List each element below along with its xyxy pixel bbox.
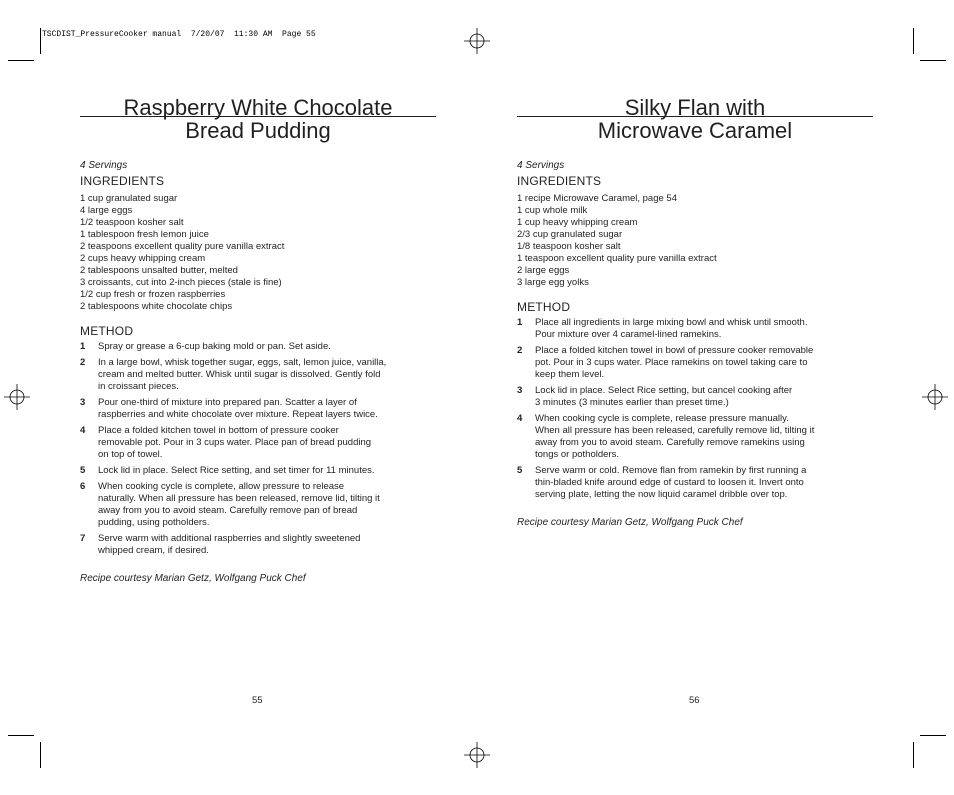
ingredient-item: 1 cup whole milk bbox=[517, 205, 588, 216]
step-text bbox=[98, 397, 436, 421]
step-line: serving plate, letting the now liquid caramel dribble over top. bbox=[535, 489, 788, 500]
crop-mark bbox=[40, 28, 41, 54]
step-number: 6 bbox=[80, 481, 86, 492]
ingredients-heading: INGREDIENTS bbox=[517, 174, 602, 188]
ingredient-item: 1 tablespoon fresh lemon juice bbox=[80, 229, 209, 240]
crop-mark bbox=[8, 60, 34, 61]
step-text bbox=[98, 341, 436, 353]
page-number: 55 bbox=[252, 695, 263, 706]
step-number: 1 bbox=[80, 341, 86, 352]
method-step bbox=[517, 345, 873, 381]
ingredient-item: 3 large egg yolks bbox=[517, 277, 589, 288]
step-number: 3 bbox=[80, 397, 86, 408]
ingredient-item: 2 cups heavy whipping cream bbox=[80, 253, 206, 264]
step-line: keep them level. bbox=[535, 369, 605, 380]
method-step bbox=[517, 413, 873, 461]
ingredients-list bbox=[517, 193, 873, 289]
crop-mark bbox=[913, 28, 914, 54]
step-text bbox=[535, 345, 873, 381]
step-text bbox=[98, 533, 436, 557]
registration-mark-icon bbox=[464, 742, 490, 768]
ingredient-item: 1 cup heavy whipping cream bbox=[517, 217, 638, 228]
ingredient-item: 1/2 cup fresh or frozen raspberries bbox=[80, 289, 226, 300]
ingredients-list bbox=[80, 193, 436, 313]
step-line: pudding, using potholders. bbox=[98, 517, 210, 528]
step-text bbox=[98, 465, 436, 477]
step-number: 1 bbox=[517, 317, 523, 328]
ingredient-item: 3 croissants, cut into 2-inch pieces (stale is fine) bbox=[80, 277, 282, 288]
method-step bbox=[80, 481, 436, 529]
ingredient-item: 1 teaspoon excellent quality pure vanilla extract bbox=[517, 253, 717, 264]
step-line: away from you to avoid steam. Carefully remove pan of bread bbox=[98, 505, 358, 516]
ingredient-item: 1 recipe Microwave Caramel, page 54 bbox=[517, 193, 677, 204]
step-line: Place all ingredients in large mixing bowl and whisk until smooth. bbox=[535, 317, 808, 328]
registration-mark-icon bbox=[4, 384, 30, 410]
step-text bbox=[98, 357, 436, 393]
method-step bbox=[80, 533, 436, 557]
step-text bbox=[535, 465, 873, 501]
step-line: Place a folded kitchen towel in bottom of pressure cooker bbox=[98, 425, 339, 436]
method-step bbox=[80, 397, 436, 421]
step-number: 3 bbox=[517, 385, 523, 396]
step-text bbox=[535, 413, 873, 461]
step-number: 4 bbox=[80, 425, 86, 436]
step-line: on top of towel. bbox=[98, 449, 163, 460]
method-step bbox=[80, 465, 436, 477]
method-step bbox=[80, 341, 436, 353]
ingredient-item: 4 large eggs bbox=[80, 205, 133, 216]
ingredient-item: 2/3 cup granulated sugar bbox=[517, 229, 623, 240]
recipe-credit: Recipe courtesy Marian Getz, Wolfgang Puck Chef bbox=[517, 517, 743, 528]
method-heading: METHOD bbox=[517, 300, 571, 314]
servings: 4 Servings bbox=[80, 160, 128, 171]
step-text bbox=[535, 317, 873, 341]
step-number: 2 bbox=[517, 345, 523, 356]
step-line: In a large bowl, whisk together sugar, eggs, salt, lemon juice, vanilla, bbox=[98, 357, 387, 368]
step-line: When cooking cycle is complete, allow pressure to release bbox=[98, 481, 345, 492]
crop-mark bbox=[8, 735, 34, 736]
step-text bbox=[98, 481, 436, 529]
method-steps bbox=[80, 341, 436, 557]
step-line: removable pot. Pour in 3 cups water. Place pan of bread pudding bbox=[98, 437, 372, 448]
ingredient-item: 2 tablespoons unsalted butter, melted bbox=[80, 265, 238, 276]
step-line: Lock lid in place. Select Rice setting, and set timer for 11 minutes. bbox=[98, 465, 375, 476]
step-line: thin-bladed knife around edge of custard to loosen it. Invert onto bbox=[535, 477, 804, 488]
crop-mark bbox=[920, 735, 946, 736]
crop-mark bbox=[913, 742, 914, 768]
printer-slug: TSCDIST_PressureCooker manual 7/20/07 11:30 AM Page 55 bbox=[42, 30, 316, 39]
step-line: pot. Pour in 3 cups water. Place ramekins on towel taking care to bbox=[535, 357, 808, 368]
step-line: Pour mixture over 4 caramel-lined ramekins. bbox=[535, 329, 722, 340]
ingredient-item: 2 teaspoons excellent quality pure vanilla extract bbox=[80, 241, 285, 252]
step-line: Spray or grease a 6-cup baking mold or pan. Set aside. bbox=[98, 341, 331, 352]
servings: 4 Servings bbox=[517, 160, 565, 171]
ingredient-item: 2 large eggs bbox=[517, 265, 570, 276]
recipe-credit: Recipe courtesy Marian Getz, Wolfgang Puck Chef bbox=[80, 573, 306, 584]
step-text bbox=[98, 425, 436, 461]
registration-mark-icon bbox=[922, 384, 948, 410]
registration-mark-icon bbox=[464, 28, 490, 54]
step-line: tongs or potholders. bbox=[535, 449, 619, 460]
title-line-2: Microwave Caramel bbox=[597, 118, 793, 143]
crop-mark bbox=[40, 742, 41, 768]
title-line-1: Raspberry White Chocolate bbox=[123, 95, 393, 120]
method-step bbox=[517, 317, 873, 341]
title-line-1: Silky Flan with bbox=[624, 95, 766, 120]
step-line: When cooking cycle is complete, release pressure manually. bbox=[535, 413, 789, 424]
step-line: whipped cream, if desired. bbox=[98, 545, 209, 556]
crop-mark bbox=[920, 60, 946, 61]
ingredient-item: 1/2 teaspoon kosher salt bbox=[80, 217, 184, 228]
step-number: 4 bbox=[517, 413, 523, 424]
ingredient-item: 1/8 teaspoon kosher salt bbox=[517, 241, 621, 252]
step-number: 7 bbox=[80, 533, 86, 544]
step-line: in croissant pieces. bbox=[98, 381, 179, 392]
method-steps bbox=[517, 317, 873, 501]
recipe-left bbox=[80, 96, 436, 584]
step-line: cream and melted butter. Whisk until sugar is dissolved. Gently fold bbox=[98, 369, 381, 380]
step-text bbox=[535, 385, 873, 409]
title-line-2: Bread Pudding bbox=[185, 118, 331, 143]
step-line: raspberries and white chocolate over mixture. Repeat layers twice. bbox=[98, 409, 378, 420]
method-step bbox=[80, 425, 436, 461]
method-heading: METHOD bbox=[80, 324, 134, 338]
step-line: Lock lid in place. Select Rice setting, but cancel cooking after bbox=[535, 385, 793, 396]
page-number: 56 bbox=[689, 695, 700, 706]
ingredient-item: 2 tablespoons white chocolate chips bbox=[80, 301, 233, 312]
step-number: 5 bbox=[80, 465, 86, 476]
recipe-title bbox=[517, 96, 873, 142]
recipe-right bbox=[517, 96, 873, 528]
step-line: Place a folded kitchen towel in bowl of pressure cooker removable bbox=[535, 345, 814, 356]
step-line: Pour one-third of mixture into prepared pan. Scatter a layer of bbox=[98, 397, 357, 408]
step-number: 2 bbox=[80, 357, 86, 368]
ingredients-heading: INGREDIENTS bbox=[80, 174, 165, 188]
method-step bbox=[80, 357, 436, 393]
recipe-title bbox=[80, 96, 436, 142]
step-line: Serve warm with additional raspberries and slightly sweetened bbox=[98, 533, 361, 544]
step-line: naturally. When all pressure has been released, remove lid, tilting it bbox=[98, 493, 380, 504]
step-line: away from you to avoid steam. Carefully remove ramekins using bbox=[535, 437, 805, 448]
method-step bbox=[517, 465, 873, 501]
step-line: When all pressure has been released, carefully remove lid, tilting it bbox=[535, 425, 815, 436]
ingredient-item: 1 cup granulated sugar bbox=[80, 193, 178, 204]
step-line: Serve warm or cold. Remove flan from ramekin by first running a bbox=[535, 465, 807, 476]
step-line: 3 minutes (3 minutes earlier than preset time.) bbox=[535, 397, 729, 408]
method-step bbox=[517, 385, 873, 409]
step-number: 5 bbox=[517, 465, 523, 476]
